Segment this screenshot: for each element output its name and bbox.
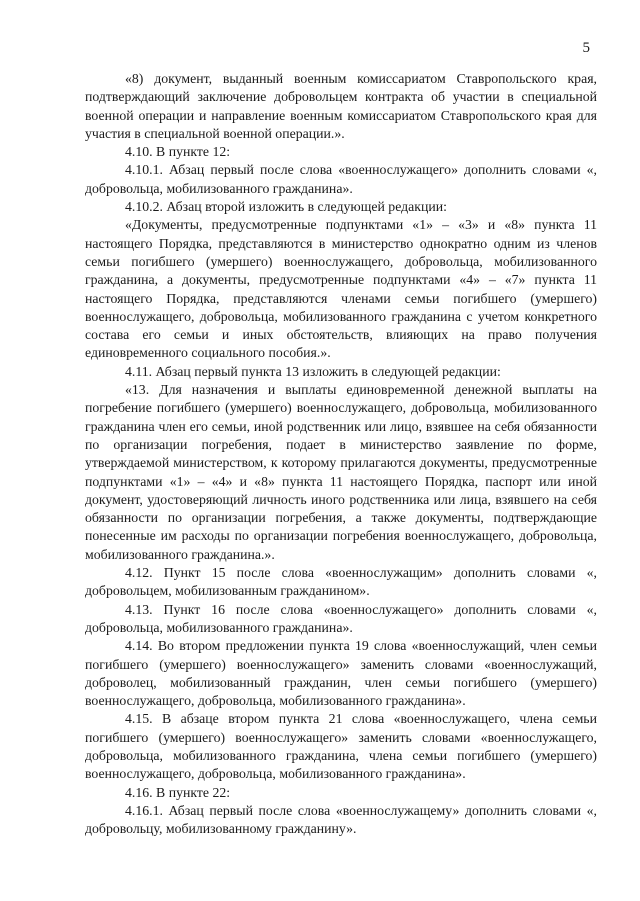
paragraph-4-15: 4.15. В абзаце втором пункта 21 слова «военнослужащего, члена семьи погибшего (умершего) военнослужащего» заменить словами «военнослужащего, добровольца, мобилизованного гражданина, члена семьи погибшего (умершего) военнослужащего, добровольца, мобилизованного гражданина». xyxy=(85,711,597,782)
paragraph-4-11: 4.11. Абзац первый пункта 13 изложить в следующей редакции: xyxy=(125,363,501,379)
paragraph-4-14: 4.14. Во втором предложении пункта 19 слова «военнослужащий, член семьи погибшего (умершего) военнослужащего» заменить словами «военнослужащий, доброволец, мобилизованный гражданин, член семьи погибшего (умершего) военнослужащего, добровольца, мобилизованного гражданина». xyxy=(85,638,597,709)
paragraph-4-10-2: 4.10.2. Абзац второй изложить в следующей редакции: xyxy=(125,199,447,215)
paragraph-4-10-1: 4.10.1. Абзац первый после слова «военнослужащего» дополнить словами «, добровольца, мобилизованного гражданина». xyxy=(85,162,597,196)
paragraph-documents-quote: «Документы, предусмотренные подпунктами «1» – «3» и «8» пункта 11 настоящего Порядка, представляются в министерство однократно одним из членов семьи погибшего (умершего) военнослужащего, добровольца, мобилизованного гражданина, а документы, предусмотренные подпунктами «4» – «7» пункта 11 настоящего Порядка, представляются членами семьи погибшего (умершего) военнослужащего, добровольца, мобилизованного гражданина с учетом конкретного состава его семьи и иных обстоятельств, влияющих на право получения единовременного социального пособия.». xyxy=(85,217,597,361)
paragraph-4-13: 4.13. Пункт 16 после слова «военнослужащего» дополнить словами «, добровольца, мобилизованного гражданина». xyxy=(85,601,597,635)
paragraph-4-12: 4.12. Пункт 15 после слова «военнослужащим» дополнить словами «, добровольцем, мобилизованным гражданином». xyxy=(85,565,597,599)
document-body xyxy=(85,70,597,838)
paragraph-4-10: 4.10. В пункте 12: xyxy=(125,144,231,160)
paragraph-13-quote: «13. Для назначения и выплаты единовременной денежной выплаты на погребение погибшего (умершего) военнослужащего, добровольца, мобилизованного гражданина член его семьи, иной родственник или лицо, взявшее на себя обязанности по организации погребения, подает в министерство заявление по форме, утверждаемой министерством, к которому прилагаются документы, предусмотренные подпунктами «1» – «4» и «8» пункта 11 настоящего Порядка, паспорт или иной документ, удостоверяющий личность иного родственника или лица, взявшего на себя обязанности по организации погребения, а также документы, подтверждающие понесенные им расходы по организации погребения военнослужащего, добровольца, мобилизованного гражданина.». xyxy=(85,382,597,562)
paragraph-4-16-1: 4.16.1. Абзац первый после слова «военнослужащему» дополнить словами «, добровольцу, мобилизованному гражданину». xyxy=(85,802,597,837)
paragraph-item-8-document: «8) документ, выданный военным комиссариатом Ставропольского края, подтверждающий заключение добровольцем контракта об участии в специальной военной операции и направление военным комиссариатом Ставропольского края для участия в специальной военной операции.». xyxy=(85,71,597,141)
paragraph-4-16: 4.16. В пункте 22: xyxy=(125,784,231,800)
page-number: 5 xyxy=(582,40,590,56)
